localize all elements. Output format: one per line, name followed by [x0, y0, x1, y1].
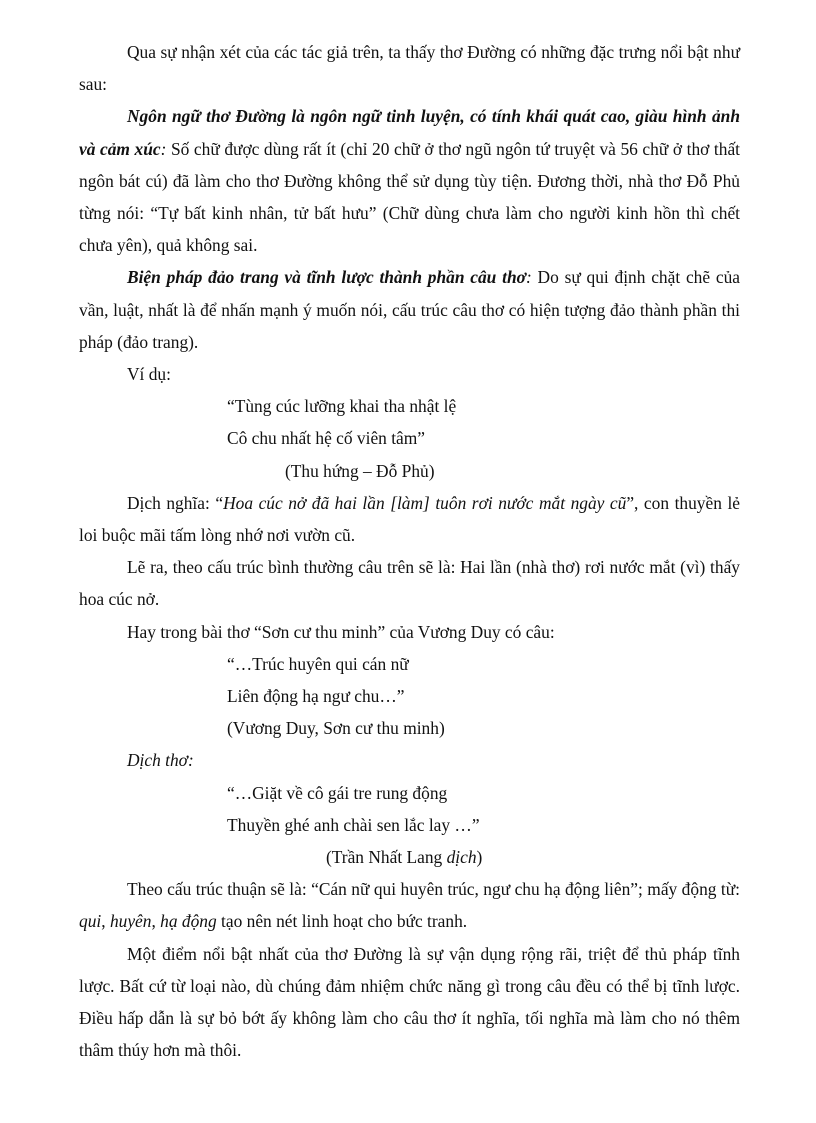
- example-label: Ví dụ:: [127, 364, 171, 385]
- poem1-line1: “Tùng cúc lưỡng khai tha nhật lệ: [227, 396, 457, 417]
- poem3-caption-suffix: ): [476, 847, 483, 868]
- translation-suffix: ”, con thuyền lẻ loi buộc mãi tấm lòng nhớ nơi vườn cũ.: [79, 492, 740, 546]
- translation-label-text: Dịch thơ:: [127, 750, 194, 771]
- poem2-line1: “…Trúc huyên qui cán nữ: [227, 653, 409, 674]
- verb-huyen: huyên: [109, 911, 152, 932]
- document-body: [79, 36, 740, 1067]
- verb-ha-dong: hạ động: [160, 911, 217, 932]
- poem1-line2: Cô chu nhất hệ cố viên tâm”: [227, 428, 425, 449]
- poem3-caption-prefix: (Trần Nhất Lang: [326, 847, 447, 868]
- paragraph-language: [79, 100, 740, 261]
- verb-sep1: ,: [101, 911, 110, 932]
- inversion-heading: Biện pháp đảo trang và tĩnh lược thành phần câu thơ: [127, 267, 526, 288]
- paragraph-normal-structure: Lẽ ra, theo cấu trúc bình thường câu trên sẽ là: Hai lần (nhà thơ) rơi nước mắt (vì) thấy hoa cúc nở.: [79, 557, 740, 610]
- inversion-text: Do sự qui định chặt chẽ của vần, luật, nhất là để nhấn mạnh ý muốn nói, cấu trúc câu thơ có hiện tượng đảo thành phần thi pháp (đảo trang).: [79, 267, 740, 352]
- paragraph-ellipsis: Một điểm nổi bật nhất của thơ Đường là sự vận dụng rộng rãi, triệt để thủ pháp tĩnh lược. Bất cứ từ loại nào, dù chúng đảm nhiệm chức năng gì trong câu đều có thể bị tĩnh lược. Điều hấp dẫn là sự bỏ bớt ấy không làm cho câu thơ ít nghĩa, tối nghĩa mà làm cho nó thêm thâm thúy hơn mà thôi.: [79, 943, 740, 1061]
- verb-qui: qui: [79, 911, 102, 932]
- paragraph-intro: Qua sự nhận xét của các tác giả trên, ta thấy thơ Đường có những đặc trưng nổi bật như sau:: [79, 42, 740, 95]
- paragraph-inversion: [79, 261, 740, 358]
- translation-italic: Hoa cúc nở đã hai lần [làm] tuôn rơi nước mắt ngày cũ: [223, 492, 627, 513]
- translation-prefix: Dịch nghĩa: “: [127, 492, 224, 513]
- poem3-caption: [79, 841, 740, 873]
- paragraph-translation-meaning: [79, 487, 740, 551]
- natural-order-text1: Theo cấu trúc thuận sẽ là: “Cán nữ qui huyên trúc, ngư chu hạ động liên”; mấy động từ:: [127, 879, 740, 900]
- poem3-caption-italic: dịch: [446, 847, 477, 868]
- language-heading-colon: :: [160, 138, 167, 159]
- paragraph-natural-order: [79, 873, 740, 937]
- translation-label: [79, 744, 740, 776]
- paragraph-vuong-duy-intro: Hay trong bài thơ “Sơn cư thu minh” của Vương Duy có câu:: [127, 621, 555, 642]
- poem2-line2: Liên động hạ ngư chu…”: [227, 686, 405, 707]
- poem2-caption: (Vương Duy, Sơn cư thu minh): [227, 718, 445, 739]
- verb-sep2: ,: [151, 911, 161, 932]
- poem1-caption: (Thu hứng – Đỗ Phủ): [285, 460, 435, 481]
- natural-order-text2: tạo nên nét linh hoạt cho bức tranh.: [216, 911, 468, 932]
- poem3-line2: Thuyền ghé anh chài sen lắc lay …”: [227, 814, 480, 835]
- poem3-line1: “…Giặt về cô gái tre rung động: [227, 782, 448, 803]
- inversion-heading-colon: :: [525, 267, 532, 288]
- language-heading: Ngôn ngữ thơ Đường là ngôn ngữ tinh luyện, có tính khái quát cao, giàu hình ảnh và cảm xúc: [79, 106, 740, 159]
- language-text: Số chữ được dùng rất ít (chỉ 20 chữ ở thơ ngũ ngôn tứ truyệt và 56 chữ ở thơ thất ngôn bát cú) đã làm cho thơ Đường không thể sử dụng tùy tiện. Đương thời, nhà thơ Đỗ Phủ từng nói: “Tự bất kinh nhân, tử bất hưu” (Chữ dùng chưa làm cho người kinh hồn thì chết chưa yên), quả không sai.: [79, 138, 740, 256]
